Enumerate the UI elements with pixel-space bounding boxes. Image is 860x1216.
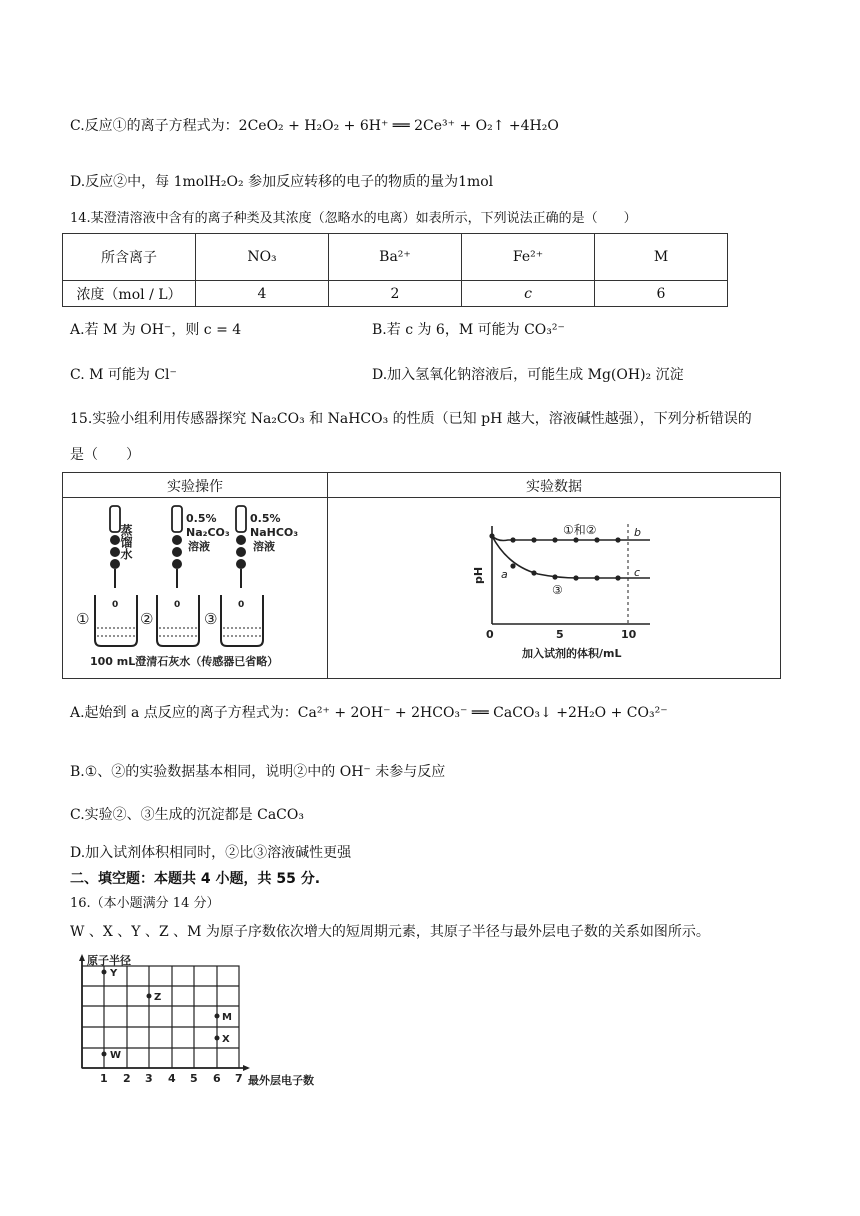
- x-axis-arrow-icon: [243, 1065, 250, 1071]
- q15-stem-line2: 是（ ）: [70, 447, 140, 463]
- table-header-data: 实验数据: [526, 479, 582, 495]
- q15-option-b: B.①、②的实验数据基本相同，说明②中的 OH⁻ 未参与反应: [70, 764, 446, 780]
- curve-3: [492, 536, 650, 578]
- x-tick-1: 1: [100, 1072, 108, 1085]
- label-y: Y: [110, 968, 118, 979]
- atomic-radius-chart: [70, 952, 350, 1094]
- beaker-3-label: ③: [204, 610, 218, 628]
- table-header-operation: 实验操作: [167, 479, 223, 495]
- point-b-label: b: [634, 526, 641, 539]
- dropper-2-solute: Na₂CO₃: [186, 526, 230, 539]
- section-2-heading: 二、填空题：本题共 4 小题，共 55 分.: [70, 871, 321, 887]
- point-w: [102, 1052, 107, 1057]
- dropper-3-word: 溶液: [253, 540, 275, 553]
- label-1-and-2: ①和②: [563, 523, 597, 537]
- point-a-label: a: [501, 568, 508, 581]
- point-c-label: c: [634, 566, 641, 579]
- beaker-1-zero: 0: [112, 600, 119, 610]
- q15-option-d: D.加入试剂体积相同时，②比③溶液碱性更强: [70, 845, 352, 861]
- beaker-3-zero: 0: [238, 600, 245, 610]
- y-axis-arrow-icon: [79, 954, 85, 961]
- table-header-conc: 浓度（mol / L）: [63, 281, 196, 307]
- x-tick-7: 7: [235, 1072, 243, 1085]
- table-cell-ion: M: [595, 234, 728, 281]
- table-cell-conc: 4: [196, 281, 329, 307]
- dropper-3: [236, 506, 246, 588]
- beaker-2-label: ②: [140, 610, 154, 628]
- q13-option-d-text: D.反应②中，每 1molH₂O₂ 参加反应转移的电子的物质的量为1mol: [70, 174, 494, 190]
- point-m: [215, 1014, 220, 1019]
- label-w: W: [110, 1050, 122, 1061]
- q15-stem-line1: 15.实验小组利用传感器探究 Na₂CO₃ 和 NaHCO₃ 的性质（已知 pH 越大，溶液碱性越强），下列分析错误的: [70, 411, 752, 427]
- q14-stem: 14.某澄清溶液中含有的离子种类及其浓度（忽略水的电离）如表所示，下列说法正确的是（ ）: [70, 211, 637, 226]
- point-x: [215, 1036, 220, 1041]
- label-3: ③: [552, 583, 563, 597]
- dropper-2-pct: 0.5%: [186, 512, 217, 525]
- y-axis-label: 原子半径: [87, 954, 131, 967]
- dropper-3-solute: NaHCO₃: [250, 526, 299, 539]
- q14-option-d: D.加入氢氧化钠溶液后，可能生成 Mg(OH)₂ 沉淀: [372, 367, 684, 383]
- dropper-3-pct: 0.5%: [250, 512, 281, 525]
- dropper-1-label-a: 蒸馏水: [119, 524, 133, 560]
- table-cell-ion: Ba²⁺: [329, 234, 462, 281]
- label-z: Z: [154, 992, 162, 1003]
- q15-option-a: A.起始到 a 点反应的离子方程式为：Ca²⁺ + 2OH⁻ + 2HCO₃⁻ ══ CaCO₃↓ +2H₂O + CO₃²⁻: [70, 705, 668, 721]
- point-y: [102, 970, 107, 975]
- x-tick-3: 3: [145, 1072, 153, 1085]
- x-axis-label: 最外层电子数: [248, 1074, 314, 1087]
- table-cell-ion: NO₃: [196, 234, 329, 281]
- x-tick-5: 5: [556, 628, 564, 641]
- q16-stem: W 、X 、Y 、Z 、M 为原子序数依次增大的短周期元素，其原子半径与最外层电子数的关系如图所示。: [70, 924, 710, 940]
- ph-graph: [468, 518, 668, 664]
- experiment-apparatus-figure: [70, 500, 320, 672]
- beaker-1-label: ①: [76, 610, 90, 628]
- q15-option-c: C.实验②、③生成的沉淀都是 CaCO₃: [70, 807, 304, 823]
- table-cell-conc: 6: [595, 281, 728, 307]
- beaker-caption: 100 mL澄清石灰水（传感器已省略）: [90, 655, 279, 668]
- table-header-ions: 所含离子: [63, 234, 196, 281]
- q16-header: 16.（本小题满分 14 分）: [70, 896, 220, 911]
- x-tick-6: 6: [213, 1072, 221, 1085]
- q14-option-a: A.若 M 为 OH⁻，则 c = 4: [70, 322, 242, 338]
- q14-option-c: C. M 可能为 Cl⁻: [70, 367, 177, 383]
- x-axis-label: 加入试剂的体积/mL: [522, 647, 622, 660]
- x-tick-0: 0: [486, 628, 494, 641]
- label-m: M: [222, 1012, 232, 1023]
- q14-ion-table: [62, 233, 728, 307]
- table-cell-conc: c: [462, 281, 595, 307]
- x-tick-4: 4: [168, 1072, 176, 1085]
- q13-option-c: [70, 116, 559, 136]
- q13-option-c-text: C.反应①的离子方程式为：2CeO₂ + H₂O₂ + 6H⁺ ══ 2Ce³⁺ + O₂↑ +4H₂O: [70, 118, 559, 134]
- x-tick-5: 5: [190, 1072, 198, 1085]
- x-tick-10: 10: [621, 628, 637, 641]
- q13-option-d: [70, 172, 493, 192]
- y-axis-label: pH: [472, 566, 485, 584]
- label-x: X: [222, 1034, 230, 1045]
- beaker-2-zero: 0: [174, 600, 181, 610]
- dropper-2-word: 溶液: [188, 540, 210, 553]
- dropper-2: [172, 506, 182, 588]
- q14-option-b: B.若 c 为 6，M 可能为 CO₃²⁻: [372, 322, 565, 338]
- point-z: [147, 994, 152, 999]
- table-cell-ion: Fe²⁺: [462, 234, 595, 281]
- x-tick-2: 2: [123, 1072, 131, 1085]
- table-cell-conc: 2: [329, 281, 462, 307]
